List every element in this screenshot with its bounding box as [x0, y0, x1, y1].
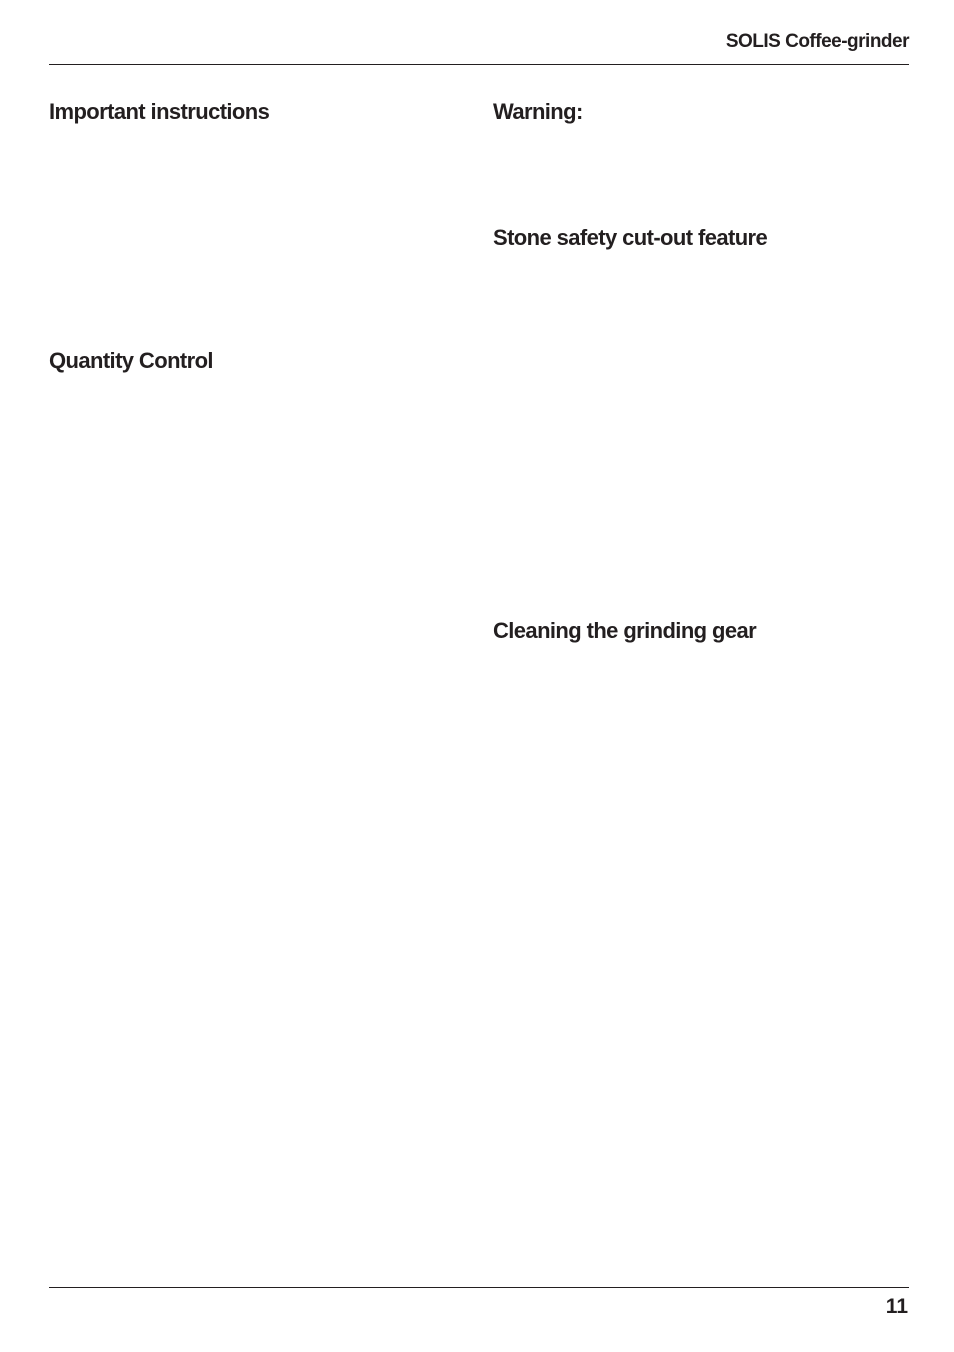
heading-quantity-control: Quantity Control	[49, 348, 213, 373]
footer-rule	[49, 1287, 909, 1288]
heading-important-instructions: Important instructions	[49, 99, 270, 124]
header-title: SOLIS Coffee-grinder	[725, 31, 909, 52]
heading-stone-safety-cutout: Stone safety cut-out feature	[493, 225, 768, 250]
header-rule	[49, 64, 909, 65]
heading-warning: Warning:	[493, 99, 583, 124]
page-number: 11	[885, 1295, 908, 1318]
heading-cleaning-grinding-gear: Cleaning the grinding gear	[493, 618, 757, 643]
